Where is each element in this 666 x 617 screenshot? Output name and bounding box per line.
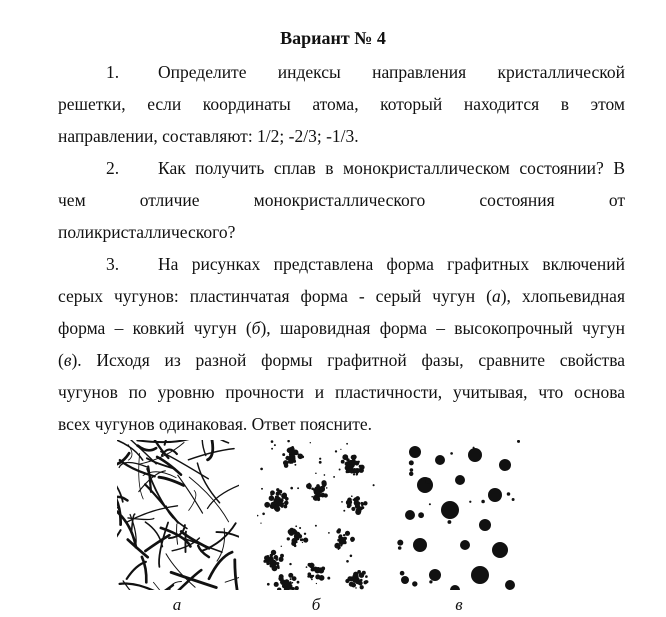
graphite-flake-cluster [351, 464, 353, 466]
graphite-flake-cluster [283, 460, 288, 465]
graphite-flake-cluster [356, 474, 358, 476]
graphite-flake-cluster [338, 535, 342, 539]
graphite-flake-cluster [274, 582, 279, 587]
graphite-flake-cluster [360, 579, 363, 582]
graphite-flake-cluster [334, 543, 340, 549]
graphite-flake-cluster [321, 566, 325, 570]
graphite-flake-cluster [285, 497, 289, 501]
graphite-flake-cluster [294, 464, 296, 466]
graphite-flake-cluster [360, 585, 364, 589]
graphite-flake-cluster [294, 537, 298, 541]
graphite-flake-cluster [301, 456, 304, 459]
graphite-flake-cluster [287, 447, 293, 453]
graphite-flake-cluster [270, 490, 275, 495]
lamellar-graphite-image [117, 440, 239, 590]
graphite-nodule-small [397, 540, 403, 546]
graphite-speck [274, 444, 276, 446]
figure-c-caption: в [455, 595, 463, 614]
microstructure-figures [0, 440, 666, 617]
graphite-speck [289, 563, 291, 565]
graphite-flake-cluster [311, 496, 313, 498]
graphite-nodule [471, 566, 489, 584]
graphite-flake-cluster [280, 554, 284, 558]
graphite-flake-cluster [355, 509, 361, 515]
spheroidal-graphite-image [395, 440, 520, 590]
graphite-flake-cluster [307, 575, 309, 577]
graphite-flake-cluster [342, 454, 348, 460]
graphite-flake [185, 532, 186, 552]
graphite-flake-cluster [300, 539, 303, 542]
graphite-speck [262, 513, 265, 516]
figure-a-caption: а [172, 595, 182, 614]
graphite-flake-cluster [357, 580, 359, 582]
question-1-number: 1. [106, 62, 120, 82]
graphite-flake-cluster [359, 506, 363, 510]
graphite-flake-cluster [309, 575, 313, 579]
question-2: 2. Как получить сплав в монокристаллическом состоянии? В чем отличие монокристаллического состояния от поликристаллического? [58, 152, 625, 248]
graphite-flake [197, 463, 219, 503]
graphite-flake-cluster [278, 557, 283, 562]
graphite-flake-cluster [301, 454, 303, 456]
graphite-speck [327, 577, 330, 580]
graphite-nodule-small [429, 503, 431, 505]
graphite-nodule [468, 448, 482, 462]
graphite-speck [315, 525, 317, 527]
graphite-speck [340, 539, 342, 541]
graphite-flake-cluster [285, 580, 290, 585]
graphite-flake-cluster [346, 500, 352, 506]
graphite-speck [315, 568, 318, 571]
graphite-flake-cluster [284, 501, 289, 506]
graphite-speck [316, 583, 317, 584]
graphite-nodule-small [409, 460, 414, 465]
graphite-speck [260, 468, 263, 471]
graphite-speck [302, 542, 303, 543]
graphite-speck [319, 461, 322, 464]
graphite-flake [117, 530, 121, 554]
graphite-flake-cluster [326, 487, 328, 489]
graphite-nodule [435, 455, 445, 465]
graphite-flake-cluster [282, 492, 287, 497]
graphite-flake-cluster [290, 454, 295, 459]
graphite-nodule-small [398, 546, 402, 550]
graphite-speck [287, 440, 290, 442]
graphite-speck [261, 488, 263, 490]
graphite-flake-cluster [362, 571, 366, 575]
graphite-flake-cluster [311, 568, 314, 571]
graphite-flake-cluster [295, 525, 297, 527]
graphite-flake [128, 540, 148, 558]
graphite-speck [297, 487, 299, 489]
graphite-nodule [499, 459, 511, 471]
graphite-speck [339, 469, 341, 471]
graphite-speck [290, 487, 293, 490]
graphite-flake-cluster [316, 496, 320, 500]
graphite-nodule [488, 488, 502, 502]
graphite-nodule [479, 519, 491, 531]
graphite-flake-cluster [287, 585, 290, 588]
graphite-speck [373, 484, 375, 486]
graphite-flake-cluster [299, 527, 301, 529]
graphite-flake-cluster [296, 534, 298, 536]
graphite-flake-cluster [278, 497, 280, 499]
graphite-flake-cluster [284, 505, 288, 509]
graphite-nodule [505, 580, 515, 590]
graphite-flake-cluster [295, 586, 299, 590]
graphite-nodule [460, 540, 470, 550]
graphite-nodule-small [425, 478, 431, 484]
graphite-speck [324, 474, 326, 476]
graphite-flake [145, 522, 162, 547]
graphite-nodule-small [469, 501, 471, 503]
graphite-nodule-small [412, 581, 417, 586]
graphite-speck [353, 499, 355, 501]
graphite-flake-cluster [357, 468, 360, 471]
graphite-flake [235, 560, 239, 590]
graphite-flake-cluster [276, 488, 279, 491]
graphite-flake-cluster [351, 495, 353, 497]
graphite-nodule [429, 569, 441, 581]
graphite-flake-cluster [336, 529, 340, 533]
graphite-flake-cluster [355, 503, 358, 506]
graphite-nodule-small [507, 492, 511, 496]
graphite-nodule-small [450, 452, 453, 455]
graphite-flake-cluster [266, 562, 269, 565]
graphite-nodule-small [410, 468, 414, 472]
graphite-flake-cluster [276, 562, 279, 565]
graphite-nodule-small [415, 546, 417, 548]
graphite-speck [350, 555, 353, 558]
graphite-speck [346, 560, 349, 563]
graphite-flake-cluster [264, 502, 270, 508]
graphite-flake-cluster [353, 572, 358, 577]
figure-a-lamellar-graphite [117, 440, 239, 590]
graphite-nodule [401, 576, 409, 584]
graphite-flake [216, 532, 239, 545]
graphite-flake-cluster [282, 453, 285, 456]
graphite-speck [328, 532, 330, 534]
graphite-flake [202, 440, 207, 456]
graphite-flake [120, 584, 157, 590]
flaky-graphite-image [257, 440, 375, 590]
graphite-speck [281, 546, 282, 547]
graphite-flake-cluster [292, 582, 294, 584]
question-2-number: 2. [106, 158, 120, 178]
graphite-flake-cluster [278, 576, 283, 581]
graphite-nodule [455, 475, 465, 485]
graphite-flake-cluster [316, 491, 319, 494]
graphite-flake-cluster [278, 501, 284, 507]
graphite-flake [209, 552, 232, 579]
graphite-nodule-small [418, 512, 424, 518]
graphite-flake-cluster [270, 502, 275, 507]
graphite-flake [166, 554, 195, 588]
graphite-flake-cluster [289, 530, 295, 536]
figure-b-flaky-graphite [257, 440, 375, 590]
graphite-flake [208, 485, 240, 508]
graphite-speck [335, 450, 337, 452]
graphite-flake-cluster [354, 461, 359, 466]
graphite-flake [145, 535, 169, 551]
graphite-speck [340, 449, 341, 450]
graphite-flake-cluster [343, 534, 345, 536]
graphite-flake-cluster [322, 481, 327, 486]
graphite-flake [207, 440, 229, 443]
graphite-nodule [441, 501, 459, 519]
graphite-speck [267, 583, 270, 586]
graphite-flake-cluster [353, 473, 355, 475]
graphite-nodule [409, 446, 421, 458]
graphite-nodule [450, 585, 460, 590]
graphite-flake-cluster [351, 583, 356, 588]
graphite-flake-cluster [365, 575, 368, 578]
graphite-flake-cluster [287, 537, 290, 540]
graphite-nodule-small [517, 440, 520, 443]
graphite-flake-cluster [276, 559, 278, 561]
graphite-nodule-small [512, 498, 515, 501]
graphite-flake [127, 562, 146, 579]
graphite-flake-cluster [320, 493, 325, 498]
graphite-flake-cluster [271, 550, 276, 555]
graphite-flake-cluster [304, 533, 306, 535]
graphite-flake [142, 557, 146, 582]
graphite-flake-cluster [292, 528, 294, 530]
graphite-speck [271, 448, 273, 450]
graphite-flake-cluster [338, 548, 340, 550]
graphite-flake-cluster [348, 467, 354, 473]
graphite-nodule-small [409, 472, 413, 476]
graphite-speck [271, 440, 274, 443]
graphite-speck [319, 458, 321, 460]
graphite-flake-cluster [348, 461, 352, 465]
graphite-speck [297, 581, 300, 584]
graphite-flake-cluster [351, 507, 355, 511]
graphite-flake-cluster [288, 573, 293, 578]
graphite-speck [310, 442, 311, 443]
graphite-flake-cluster [306, 483, 312, 489]
graphite-flake-cluster [269, 495, 275, 501]
graphite-flake-cluster [277, 587, 281, 590]
graphite-flake-cluster [345, 531, 350, 536]
graphite-speck [315, 473, 317, 475]
graphite-nodule [492, 542, 508, 558]
graphite-flake-cluster [341, 544, 343, 546]
graphite-nodule-small [447, 520, 451, 524]
graphite-flake-cluster [365, 580, 368, 583]
graphite-nodule-small [481, 500, 485, 504]
graphite-flake [178, 475, 203, 513]
graphite-flake-cluster [341, 460, 345, 464]
graphite-flake [117, 440, 143, 460]
graphite-flake-cluster [317, 486, 321, 490]
graphite-flake-cluster [303, 538, 308, 543]
graphite-nodule-small [473, 447, 475, 449]
graphite-speck [294, 544, 297, 547]
graphite-flake [123, 581, 166, 590]
graphite-flake-cluster [363, 501, 367, 505]
graphite-flake-cluster [297, 453, 299, 455]
graphite-flake-cluster [320, 491, 322, 493]
graphite-nodule-small [429, 580, 432, 583]
graphite-flake-cluster [308, 563, 312, 567]
graphite-nodule-small [400, 571, 405, 576]
graphite-flake-cluster [344, 537, 347, 540]
figure-c-spheroidal-graphite [395, 440, 520, 590]
graphite-flake-cluster [268, 556, 274, 562]
graphite-speck [346, 443, 348, 445]
question-3: 3. На рисунках представлена форма графитных включений серых чугунов: пластинчатая форма - серый чугун (а), хлопьевидная форма – ковкий чугун (б), шаровидная форма – высокопрочный чугун (в). Исходя из разной формы графитной фазы, сравните свойства чугунов по уровню прочности и пластичности, учитывая, что основа всех чугунов одинаковая. Ответ поясните. [58, 248, 625, 440]
graphite-flake-cluster [351, 538, 354, 541]
graphite-speck [333, 476, 335, 478]
graphite-speck [260, 522, 261, 523]
graphite-speck [341, 501, 343, 503]
graphite-flake-cluster [319, 575, 325, 581]
graphite-flake-cluster [360, 502, 363, 505]
graphite-flake-cluster [306, 566, 308, 568]
graphite-flake-cluster [311, 579, 313, 581]
graphite-flake [208, 440, 213, 460]
graphite-flake [137, 440, 190, 442]
graphite-nodule [405, 510, 415, 520]
graphite-nodule [413, 538, 427, 552]
figure-b-caption: б [311, 595, 321, 614]
variant-title: Вариант № 4 [280, 28, 386, 48]
graphite-flake-cluster [345, 579, 349, 583]
question-1: 1. Определите индексы направления кристаллической решетки, если координаты атома, который находится в этом направлении, составляют: 1/2; -2/3; -1/3. [58, 56, 625, 152]
graphite-speck [343, 510, 345, 512]
question-3-number: 3. [106, 254, 120, 274]
graphite-speck [257, 515, 258, 517]
graphite-flake-cluster [355, 587, 357, 589]
graphite-flake-cluster [290, 578, 292, 580]
graphite-flake-cluster [350, 577, 352, 579]
graphite-speck [277, 567, 279, 569]
